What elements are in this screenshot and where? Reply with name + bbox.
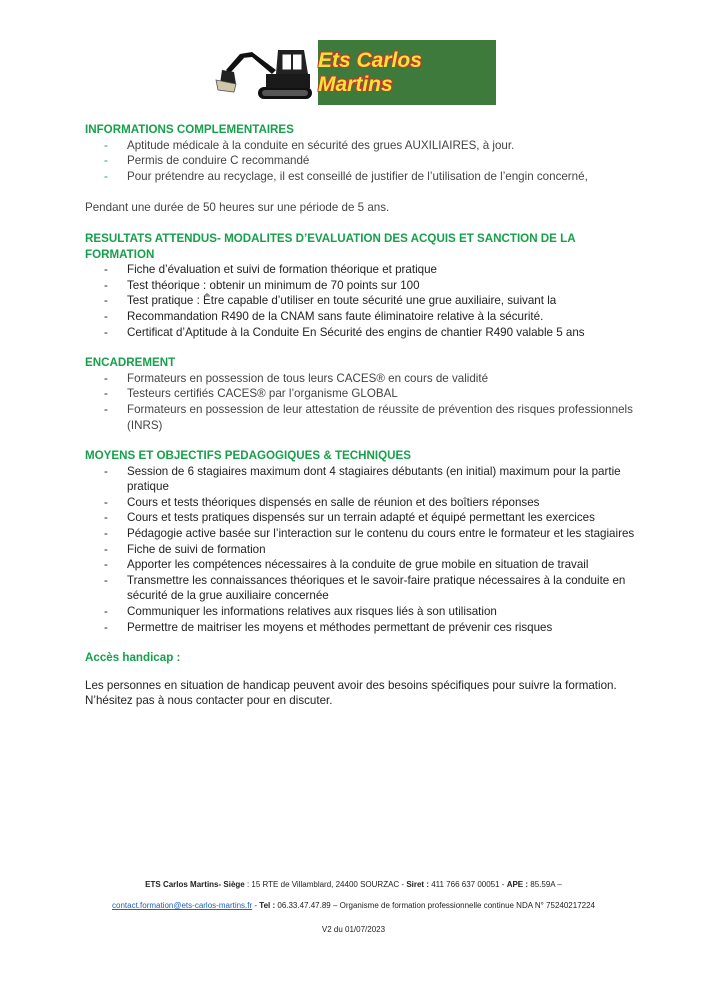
bullet-dash: -: [104, 620, 108, 634]
list-item-text: Aptitude médicale à la conduite en sécurité des grues AUXILIAIRES, à jour.: [127, 138, 515, 152]
list-item: [85, 620, 645, 636]
excavator-icon: [212, 40, 316, 105]
footer-siret: 411 766 637 00051 -: [428, 880, 507, 889]
list-item: [85, 325, 645, 341]
bullet-dash: -: [104, 573, 108, 587]
list-item-text: Permis de conduire C recommandé: [127, 154, 310, 168]
bullet-dash: -: [104, 309, 108, 323]
list-item: [85, 573, 645, 604]
list-item-text: Pour prétendre au recyclage, il est conseillé de justifier de l’utilisation de l’engin concerné,: [127, 169, 588, 183]
bullet-dash: -: [104, 263, 108, 277]
list-item-text: Test pratique : Être capable d’utiliser en toute sécurité une grue auxiliaire, suivant la: [127, 294, 557, 308]
list-item-text: Communiquer les informations relatives aux risques liés à son utilisation: [127, 605, 497, 619]
bullet-dash: -: [104, 511, 108, 525]
section-heading: RESULTATS ATTENDUS- MODALITES D’EVALUATION DES ACQUIS ET SANCTION DE LA FORMATION: [85, 231, 576, 261]
bullet-dash: -: [104, 464, 108, 478]
bullet-dash: -: [104, 325, 108, 339]
list-item: [85, 386, 645, 402]
footer-ape: 85.59A –: [528, 880, 562, 889]
footer-separator: -: [252, 901, 260, 910]
section-heading: INFORMATIONS COMPLEMENTAIRES: [85, 123, 294, 136]
footer-siege-label: - Siège: [218, 880, 245, 889]
list-item-text: Permettre de maitriser les moyens et méthodes permettant de prévenir ces risques: [127, 620, 553, 634]
list-item-text: Certificat d’Aptitude à la Conduite En Sécurité des engins de chantier R490 valable 5 ans: [127, 325, 585, 339]
bullet-dash: -: [104, 387, 108, 401]
duration-note: Pendant une durée de 50 heures sur une période de 5 ans.: [85, 201, 390, 215]
list-item: [85, 604, 645, 620]
bullet-dash: -: [104, 154, 108, 168]
section-means: [85, 448, 645, 635]
footer-email-link[interactable]: contact.formation@ets-carlos-martins.fr: [112, 901, 253, 910]
list-item-text: Apporter les compétences nécessaires à la conduite de grue mobile en situation de travail: [127, 558, 589, 572]
bullet-dash: -: [104, 169, 108, 183]
handicap-text: Les personnes en situation de handicap peuvent avoir des besoins spécifiques pour suivre la formation. N’hésitez pas à nous contacter pour en discuter.: [85, 678, 617, 708]
list-item: [85, 526, 645, 542]
bullet-dash: -: [104, 402, 108, 416]
list-item: [85, 542, 645, 558]
bullet-dash: -: [104, 527, 108, 541]
footer-line-2: [0, 901, 707, 910]
footer-version: V2 du 01/07/2023: [321, 925, 386, 934]
section-heading: ENCADREMENT: [85, 356, 176, 370]
list-item: [85, 278, 645, 294]
section-heading: MOYENS ET OBJECTIFS PEDAGOGIQUES & TECHNIQUES: [85, 449, 411, 463]
section-info: [85, 122, 645, 216]
bullet-dash: -: [104, 542, 108, 556]
list-item: [85, 510, 645, 526]
bullet-dash: -: [104, 278, 108, 292]
list-item-text: Fiche d’évaluation et suivi de formation théorique et pratique: [127, 263, 437, 277]
footer-siret-label: Siret :: [406, 880, 429, 889]
list-item-text: Session de 6 stagiaires maximum dont 4 stagiaires débutants (en initial) maximum pour la partie pratique: [127, 464, 621, 494]
list-item: [85, 495, 645, 511]
means-list: [85, 464, 645, 636]
list-item-text: Fiche de suivi de formation: [127, 542, 266, 556]
staff-list: [85, 371, 645, 433]
bullet-dash: -: [104, 495, 108, 509]
list-item-text: Pédagogie active basée sur l’interaction sur le contenu du cours entre le formateur et les stagiaires: [127, 527, 635, 541]
bullet-dash: -: [104, 558, 108, 572]
info-list: [85, 138, 645, 185]
section-results: [85, 231, 645, 340]
footer-address: : 15 RTE de Villamblard, 24400 SOURZAC -: [244, 880, 407, 889]
footer-tel-label: Tel :: [259, 901, 276, 910]
list-item-text: Cours et tests pratiques dispensés sur un terrain adapté et équipé permettant les exercices: [127, 511, 595, 525]
list-item-text: Test théorique : obtenir un minimum de 70 points sur 100: [127, 278, 420, 292]
logo-text: Ets Carlos Martins: [318, 48, 422, 96]
section-staff: [85, 355, 645, 433]
section-handicap: [85, 650, 645, 709]
list-item-text: Testeurs certifiés CACES® par l’organisme GLOBAL: [127, 387, 398, 401]
bullet-dash: -: [104, 138, 108, 152]
bullet-dash: -: [104, 371, 108, 385]
footer-tel-and-nda: 06.33.47.47.89 – Organisme de formation professionnelle continue NDA N° 75240217224: [275, 901, 595, 910]
list-item: [85, 402, 645, 433]
list-item-text: Recommandation R490 de la CNAM sans faute éliminatoire relative à la sécurité.: [127, 309, 544, 323]
list-item: [85, 262, 645, 278]
list-item: [85, 153, 645, 169]
company-logo: [212, 40, 496, 105]
list-item: [85, 557, 645, 573]
section-heading: Accès handicap :: [85, 651, 181, 665]
list-item: [85, 169, 645, 185]
logo-banner: [318, 40, 496, 105]
list-item: [85, 371, 645, 387]
list-item-text: Cours et tests théoriques dispensés en salle de réunion et des boîtiers réponses: [127, 495, 540, 509]
bullet-dash: -: [104, 294, 108, 308]
list-item: [85, 309, 645, 325]
results-list: [85, 262, 645, 340]
footer-company: ETS Carlos Martins: [145, 880, 219, 889]
list-item: [85, 138, 645, 154]
list-item: [85, 464, 645, 495]
list-item-text: Formateurs en possession de tous leurs CACES® en cours de validité: [127, 371, 489, 385]
document-body: [85, 122, 645, 724]
footer-ape-label: APE :: [506, 880, 529, 889]
bullet-dash: -: [104, 605, 108, 619]
footer-line-1: [0, 880, 707, 889]
list-item: [85, 293, 645, 309]
list-item-text: Formateurs en possession de leur attestation de réussite de prévention des risques professionnels (INRS): [127, 402, 633, 432]
list-item-text: Transmettre les connaissances théoriques et le savoir-faire pratique nécessaires à la conduite en sécurité de la grue auxiliaire concernée: [127, 573, 626, 603]
